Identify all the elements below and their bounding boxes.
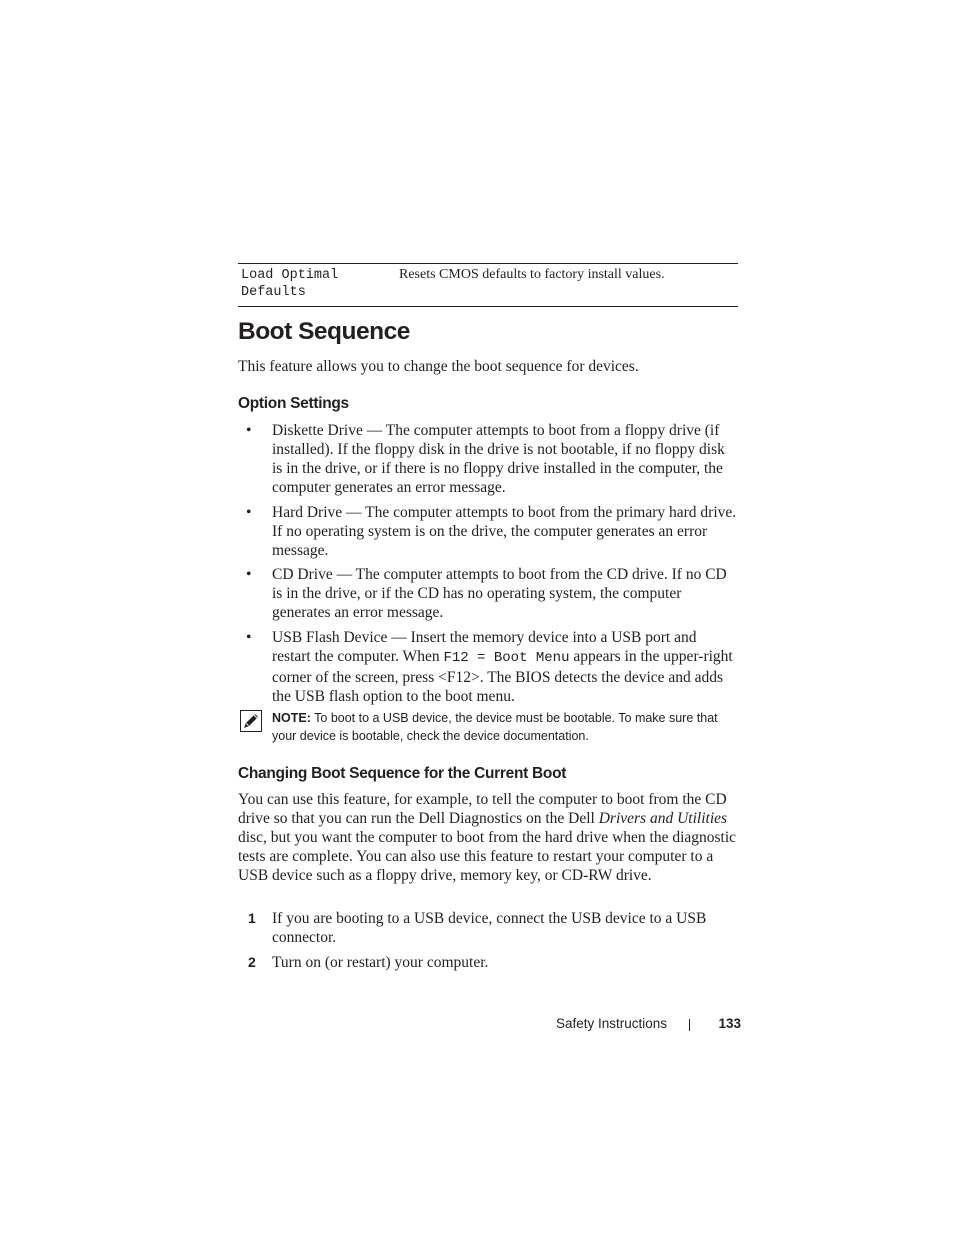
- step-text: If you are booting to a USB device, connect the USB device to a USB connector.: [272, 910, 707, 946]
- bullet: •: [246, 628, 252, 646]
- item-text: Insert the memory device into a USB port and restart the computer. When: [272, 628, 697, 665]
- option-settings-heading: Option Settings: [238, 395, 349, 412]
- item-text: — The computer attempts to boot from the primary hard drive. If no operating system is on the drive, the computer generates an error message.: [272, 503, 737, 559]
- list-item-cd-drive: [244, 565, 738, 622]
- settings-table-row: [238, 263, 738, 307]
- page-number: 133: [718, 1016, 741, 1031]
- bullet: •: [246, 422, 252, 439]
- paragraph-text: You can use this feature, for example, to tell the computer to boot from the CD drive so that you can run the Dell Diagnostics on the Dell: [238, 791, 727, 827]
- steps-list: [248, 909, 738, 978]
- changing-boot-sequence-paragraph: [238, 790, 738, 885]
- item-text: — The computer attempts to boot from the CD drive. If no CD is in the drive, or if the CD has no operating system, the computer generates an error message.: [272, 566, 727, 621]
- item-term: CD Drive: [272, 566, 333, 583]
- bullet: •: [246, 566, 252, 583]
- step-item: [248, 909, 738, 947]
- item-text-continued: appears in the upper-right corner of the screen, press <F12>. The BIOS detects the device and adds the USB flash option to the boot menu.: [272, 647, 733, 705]
- drivers-utilities-title: Drivers and Utilities: [598, 810, 728, 827]
- note-body: To boot to a USB device, the device must be bootable. To make sure that your device is bootable, check the device documentation.: [272, 711, 718, 743]
- item-text: The computer attempts to boot from a floppy drive (if installed). If the floppy disk in the drive is not bootable, if no floppy disk is in the drive, or if there is no floppy drive installed in the computer, the computer generates an error message.: [272, 422, 725, 496]
- footer-section-title: Safety Instructions: [555, 1016, 667, 1031]
- item-term: Diskette Drive —: [272, 422, 383, 439]
- intro-text: This feature allows you to change the boot sequence for devices.: [238, 358, 639, 375]
- step-number: 2: [248, 954, 256, 970]
- note-box: [240, 710, 738, 745]
- page-title: Boot Sequence: [238, 318, 410, 345]
- item-term: USB Flash Device —: [272, 628, 407, 646]
- note-text: [272, 710, 738, 745]
- bullet: •: [246, 503, 252, 521]
- note-label: NOTE:: [272, 711, 311, 725]
- list-item-diskette-drive: [244, 421, 738, 497]
- step-text: Turn on (or restart) your computer.: [272, 954, 489, 971]
- list-item-usb-flash-device: [244, 628, 738, 706]
- option-settings-list: [244, 421, 738, 711]
- step-item: [248, 953, 738, 972]
- boot-menu-code: F12 = Boot Menu: [443, 649, 570, 666]
- paragraph-text-continued: disc, but you want the computer to boot from the hard drive when the diagnostic tests are complete. You can also use this feature to restart your computer to a USB device such as a floppy drive, memory key, or CD-RW drive.: [238, 829, 737, 884]
- table-option-description: Resets CMOS defaults to factory install values.: [399, 267, 665, 282]
- step-number: 1: [248, 910, 256, 926]
- changing-boot-sequence-heading: Changing Boot Sequence for the Current Boot: [238, 765, 567, 782]
- table-option-name: Load Optimal Defaults: [241, 268, 339, 300]
- pencil-note-icon: [240, 710, 262, 732]
- list-item-hard-drive: [244, 503, 738, 560]
- item-term: Hard Drive: [272, 503, 343, 521]
- footer-divider: [689, 1019, 690, 1031]
